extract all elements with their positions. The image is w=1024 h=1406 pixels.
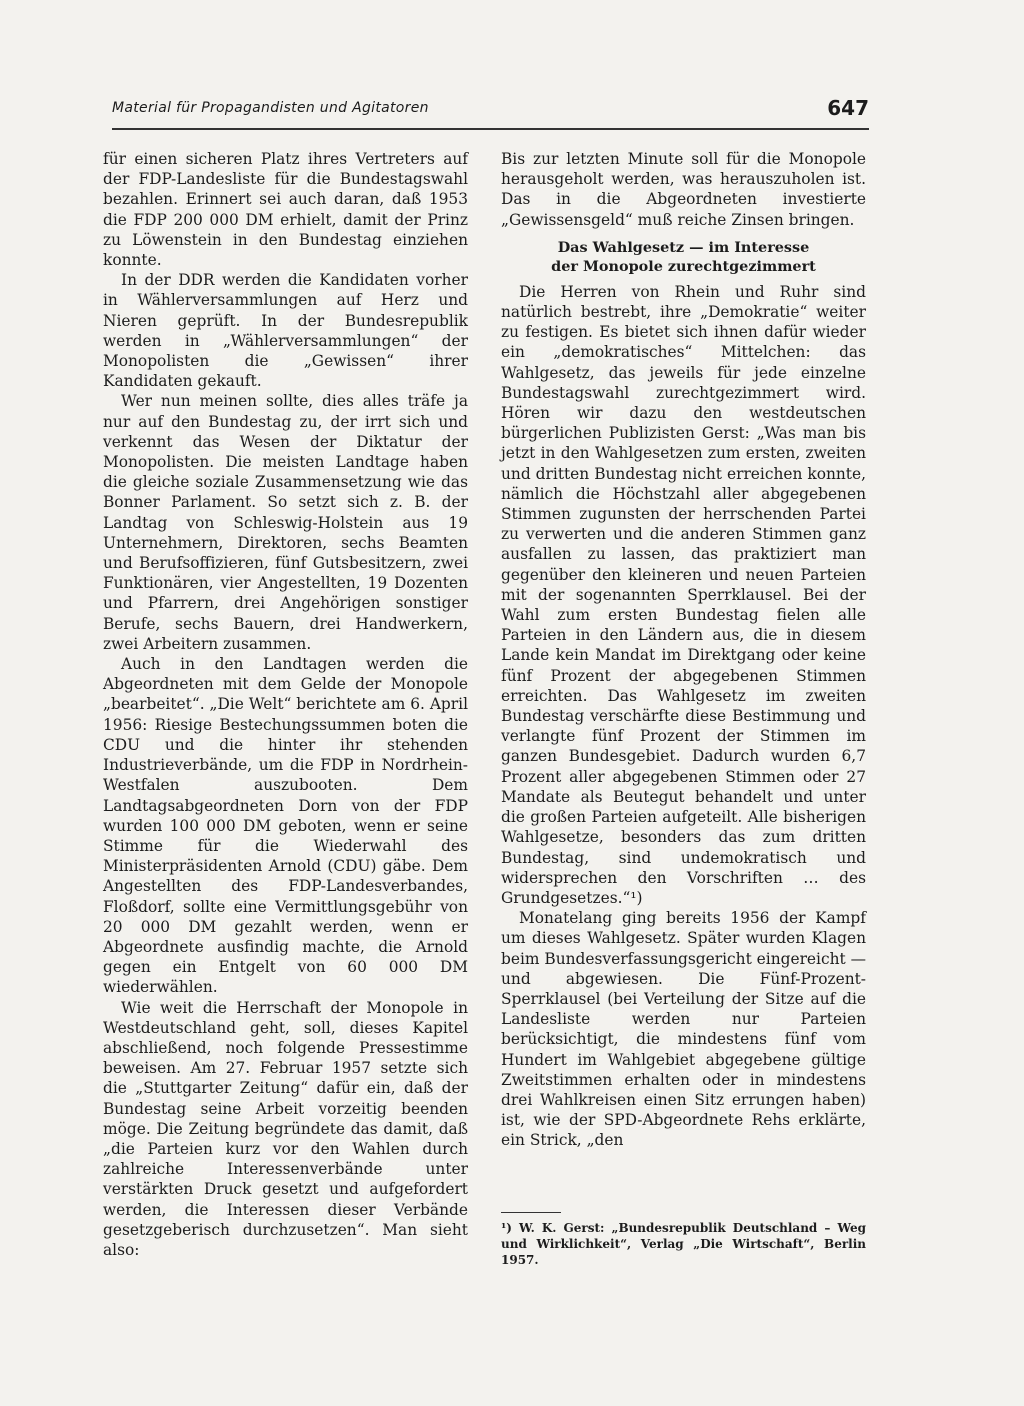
paragraph: Die Herren von Rhein und Ruhr sind natürlich bestrebt, ihre „Demokratie“ weiter zu festigen. Es bietet sich ihnen dafür wieder ein „demokratisches“ Mittelchen: das Wahlgesetz, das jeweils für jede einzelne Bundestagswahl zurechtgezimmert wird. Hören wir dazu den westdeutschen bürgerlichen Publizisten Gerst: „Was man bis jetzt in den Wahlgesetzen zum ersten, zweiten und dritten Bundestag nicht erreichen konnte, nämlich die Höchstzahl aller abgegebenen Stimmen zugunsten der herrschenden Partei zu verwerten und die anderen Stimmen ganz ausfallen zu lassen, das praktiziert man gegenüber den kleineren und neuen Parteien mit der sogenannten Sperrklausel. Bei der Wahl zum ersten Bundestag fielen alle Parteien in den Ländern aus, die in diesem Lande kein Mandat im Direktgang oder keine fünf Prozent der abgegebenen Stimmen erreichten. Das Wahlgesetz im zweiten Bundestag verschärfte diese Bestimmung und verlangte fünf Prozent der Stimmen im ganzen Bundesgebiet. Dadurch wurden 6,7 Prozent aller abgegebenen Stimmen oder 27 Mandate als Beutegut behandelt und unter die großen Parteien aufgeteilt. Alle bisherigen Wahlgesetze, besonders das zum dritten Bundestag, sind undemokratisch und widersprechen den Vorschriften … des Grundgesetzes.“¹) bbox=[501, 282, 866, 907]
paragraph: für einen sicheren Platz ihres Vertreters auf der FDP-Landesliste für die Bundestagswahl bezahlen. Erinnert sei auch daran, daß 1953 die FDP 200 000 DM erhielt, damit der Prinz zu Löwenstein in den Bundestag einziehen konnte. bbox=[103, 150, 468, 270]
footnote: ¹) W. K. Gerst: „Bundesrepublik Deutschland – Weg und Wirklichkeit“, Verlag „Die Wirtschaft“, Berlin 1957. bbox=[501, 1221, 866, 1267]
footnote-divider bbox=[501, 1212, 561, 1213]
header-title: Material für Propagandisten und Agitatoren bbox=[112, 100, 429, 116]
page-number: 647 bbox=[827, 96, 869, 120]
running-header bbox=[112, 96, 869, 130]
paragraph: Bis zur letzten Minute soll für die Monopole herausgeholt werden, was herauszuholen ist. Das in die Abgeordneten investierte „Gewissensgeld“ muß reiche Zinsen bringen. bbox=[501, 150, 866, 229]
left-column bbox=[103, 149, 468, 1260]
paragraph: Wer nun meinen sollte, dies alles träfe ja nur auf den Bundestag zu, der irrt sich und verkennt das Wesen der Diktatur der Monopolisten. Die meisten Landtage haben die gleiche soziale Zusammensetzung wie das Bonner Parlament. So setzt sich z. B. der Landtag von Schleswig-Holstein aus 19 Unternehmern, Direktoren, sechs Beamten und Berufsoffizieren, fünf Gutsbesitzern, zwei Funktionären, vier Angestellten, 19 Dozenten und Pfarrern, drei Angehörigen sonstiger Berufe, sechs Bauern, drei Handwerkern, zwei Arbeitern zusammen. bbox=[103, 392, 468, 653]
right-column bbox=[501, 149, 866, 1151]
section-heading-line: der Monopole zurechtgezimmert bbox=[551, 257, 816, 275]
section-heading-line: Das Wahlgesetz — im Interesse bbox=[557, 238, 810, 256]
paragraph: In der DDR werden die Kandidaten vorher in Wählerversammlungen auf Herz und Nieren geprüft. In der Bundesrepublik werden in „Wählerversammlungen“ der Monopolisten die „Gewissen“ ihrer Kandidaten gekauft. bbox=[103, 271, 468, 391]
paragraph: Wie weit die Herrschaft der Monopole in Westdeutschland geht, soll, dieses Kapitel abschließend, noch folgende Pressestimme beweisen. Am 27. Februar 1957 setzte sich die „Stuttgarter Zeitung“ dafür ein, daß der Bundestag seine Arbeit vorzeitig beenden möge. Die Zeitung begründete das damit, daß „die Parteien kurz vor den Wahlen durch zahlreiche Interessenverbände unter verstärkten Druck gesetzt und aufgefordert werden, die Interessen dieser Verbände gesetzgeberisch durchzusetzen“. Man sieht also: bbox=[103, 998, 468, 1259]
paragraph: Auch in den Landtagen werden die Abgeordneten mit dem Gelde der Monopole „bearbeitet“. „Die Welt“ berichtete am 6. April 1956: Riesige Bestechungssummen boten die CDU und die hinter ihr stehenden Industrieverbände, um die FDP in Nordrhein-Westfalen auszubooten. Dem Landtagsabgeordneten Dorn von der FDP wurden 100 000 DM geboten, wenn er seine Stimme für die Wiederwahl des Ministerpräsidenten Arnold (CDU) gäbe. Dem Angestellten des FDP-Landesverbandes, Floßdorf, sollte eine Vermittlungsgebühr von 20 000 DM gezahlt werden, wenn er Abgeordnete ausfindig machte, die Arnold gegen ein Entgelt von 60 000 DM wiederwählen. bbox=[103, 655, 468, 997]
section-heading bbox=[501, 238, 866, 276]
paragraph: Monatelang ging bereits 1956 der Kampf um dieses Wahlgesetz. Später wurden Klagen beim Bundesverfassungsgericht eingereicht — und abgewiesen. Die Fünf-Prozent-Sperrklausel (bei Verteilung der Sitze auf die Landesliste werden nur Parteien berücksichtigt, die mindestens fünf vom Hundert im Wahlgebiet abgegebene gültige Zweitstimmen erhalten oder in mindestens drei Wahlkreisen einen Sitz errungen haben) ist, wie der SPD-Abgeordnete Rehs erklärte, ein Strick, „den bbox=[501, 909, 866, 1150]
